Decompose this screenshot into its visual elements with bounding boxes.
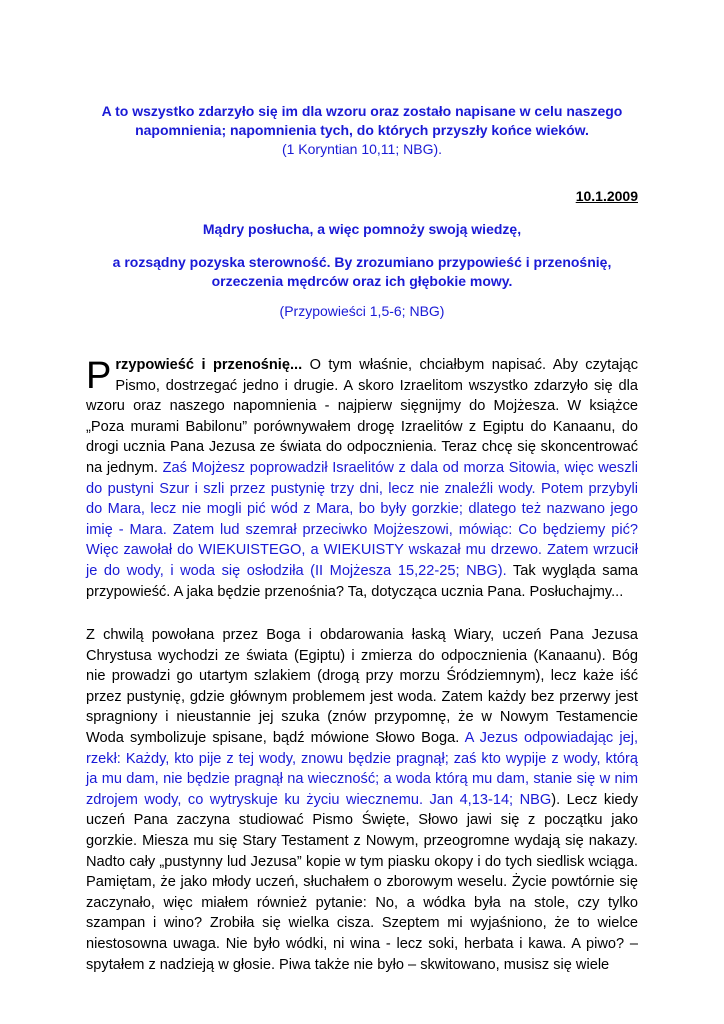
drop-cap: P — [86, 355, 112, 397]
paragraph-2-text-a: Z chwilą powołana przez Boga i obdarowania łaską Wiary, uczeń Pana Jezusa Chrystusa wychodzi ze świata (Egiptu) i zmierza do odpocznienia (Kanaanu). Bóg nie prowadzi go utartym szlakiem (drogą przy morzu Śródziemnym), lecz każe iść przez pustynię, gdzie głównym problemem jest woda. Zatem każdy bez przerwy jest spragniony i nieustannie jej szuka (znów przypomnę, że w Nowym Testamencie Woda symbolizuje spisane, bądź mówione Słowo Boga. — [86, 627, 638, 746]
paragraph-1-lead: rzypowieść i przenośnię... — [115, 357, 303, 373]
paragraph-1-quote: Zaś Mojżesz poprowadził Israelitów z dala od morza Sitowia, więc weszli do pustyni Szur i szli przez pustynię trzy dni, lecz nie znaleźli wody. Potem przybyli do Mara, lecz nie mogli pić wód z Mara, bo były gorzkie; dlatego też nazwano jego imię - Mara. Zatem lud szemrał przeciwko Mojżeszowi, mówiąc: Co będziemy pić? Więc zawołał do WIEKUISTEGO, a WIEKUISTY wskazał mu drzewo. Zatem wrzucił je do wody, i woda się osłodziła (II Mojżesza 15,22-25; NBG). — [86, 459, 638, 579]
verse-line-1: Mądry posłucha, a więc pomnoży swoją wiedzę, — [202, 221, 522, 237]
paragraph-1 — [86, 355, 638, 602]
paragraph-1-text-b: Tak wygląda sama przypowieść. A jaka będzie przenośnia? Ta, dotycząca ucznia Pana. Posłuchajmy... — [86, 562, 638, 600]
paragraph-1-text-a: O tym właśnie, chciałbym napisać. Aby czytając Pismo, dostrzegać jedno i drugie. A skoro Izraelitom wszystko zdarzyło się dla wzoru oraz naszego napomnienia - najpierw sięgnijmy do Mojżesza. W książce „Poza murami Babilonu” porównywałem drogę Izraelitów z Egiptu do Kanaanu, do drogi ucznia Pana Jezusa ze świata do odpocznienia. Teraz chcę się skoncentrować na jednym. — [86, 357, 639, 476]
paragraph-2-text-b: ). Lecz kiedy uczeń Pana zaczyna studiować Pismo Święte, Słowo jawi się z początku jako gorzkie. Miesza mu się Stary Testament z Nowym, przeogromne wydają się nakazy. Nadto cały „pustynny lud Jezusa” kopie w tym piasku okopy i do tych siedlisk wciąga. Pamiętam, że jako młody uczeń, słuchałem o zborowym weselu. Życie powtórnie się zaczynało, więc miałem również pytanie: No, a wódka była na stole, czy tylko szampan i wino? Zrobiła się wielka cisza. Szeptem mi wyjaśniono, że to wielce niestosowna uwaga. Nie było wódki, ni wina - lecz soki, herbata i kawa. A piwo? – spytałem z nadzieją w głosie. Piwa także nie było – skwitowano, musisz się wiele — [86, 791, 639, 973]
verse-reference: (Przypowieści 1,5-6; NBG) — [279, 303, 445, 319]
document-date: 10.1.2009 — [575, 188, 638, 204]
verse-line-2: a rozsądny pozyska sterowność. By zrozumiano przypowieść i przenośnię, orzeczenia mędrców oraz ich głębokie mowy. — [112, 254, 612, 289]
epigraph — [86, 102, 638, 159]
paragraph-2 — [86, 625, 638, 975]
epigraph-reference: (1 Koryntian 10,11; NBG). — [281, 141, 443, 157]
paragraph-2-quote: A Jezus odpowiadając jej, rzekł: Każdy, kto pije z tej wody, znowu będzie pragnął; zaś kto wypije z wody, którą ja mu dam, nie będzie pragnął na wieczność; a woda którą mu dam, stanie się w nim zdrojem wody, co wytryskuje ku życiu wiecznemu. Jan 4,13-14; NBG — [86, 729, 639, 808]
epigraph-text: A to wszystko zdarzyło się im dla wzoru oraz zostało napisane w celu naszego napomnienia; napomnienia tych, do których przyszły końce wieków. — [101, 103, 623, 138]
